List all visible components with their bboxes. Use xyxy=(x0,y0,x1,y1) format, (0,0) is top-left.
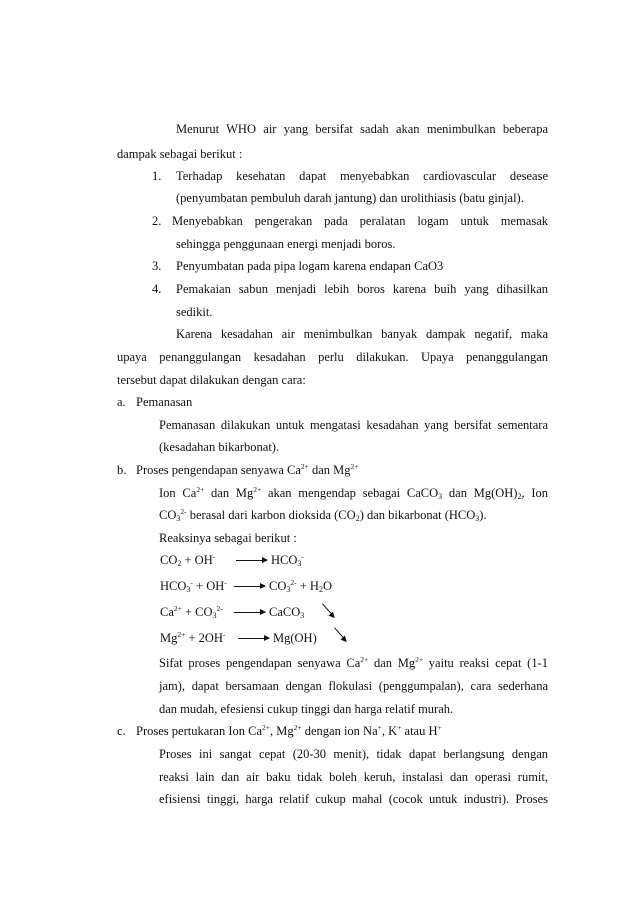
section-line: reaksi lain dan air baku tidak boleh keruh, instalasi dan operasi rumit, xyxy=(159,770,548,784)
paragraph-line: tersebut dapat dilakukan dengan cara: xyxy=(117,373,306,387)
section-line: (kesadahan bikarbonat). xyxy=(159,440,280,454)
section-line: efisiensi tinggi, harga relatif cukup mahal (cocok untuk industri). Proses xyxy=(159,792,548,806)
section-label: a. xyxy=(117,395,126,409)
list-item-line: Penyumbatan pada pipa logam karena endapan CaO3 xyxy=(176,259,444,273)
section-line: Reaksinya sebagai berikut : xyxy=(159,531,297,545)
section-title: Pemanasan xyxy=(136,395,193,409)
paragraph-line: upaya penanggulangan kesadahan perlu dilakukan. Upaya penanggulangan xyxy=(117,350,548,364)
list-item-line: Terhadap kesehatan dapat menyebabkan cardiovascular desease xyxy=(176,169,548,183)
reaction-reactants: $HCO_3^- + OH^-$ xyxy=(160,578,227,594)
reaction-products: $CO_3^{2-} + H_2O$ xyxy=(269,578,332,594)
paragraph-line: Karena kesadahan air menimbulkan banyak dampak negatif, maka xyxy=(176,327,548,341)
reaction-reactants: $Mg^{2+} + 2OH^-$ xyxy=(160,630,226,645)
section-label: b. xyxy=(117,463,127,477)
precipitate-arrow-icon xyxy=(322,603,334,616)
section-line: $CO_3^{2-}$ berasal dari karbon dioksida $(CO_2)$ dan bikarbonat $(HCO_3)$. xyxy=(159,507,487,523)
list-item-line: sehingga penggunaan energi menjadi boros. xyxy=(176,237,396,251)
list-item-line: Pemakaian sabun menjadi lebih boros karena buih yang dihasilkan xyxy=(176,282,548,296)
section-label: c. xyxy=(117,724,126,738)
section-title: Proses pertukaran Ion $Ca^{2+}$, $Mg^{2+}$ dengan ion Na+, K+ atau H+ xyxy=(136,723,442,738)
section-line: jam), dapat bersamaan dengan flokulasi (penggumpalan), cara sederhana xyxy=(159,679,548,693)
list-number: 2. xyxy=(152,214,162,228)
section-line: dan mudah, efesiensi cukup tinggi dan harga relatif murah. xyxy=(159,702,454,716)
list-item-line: (penyumbatan pembuluh darah jantung) dan urolithiasis (batu ginjal). xyxy=(176,191,524,205)
reaction-products: Mg(OH) xyxy=(273,631,317,645)
list-item-line: Menyebabkan pengerakan pada peralatan logam untuk memasak xyxy=(172,214,548,228)
reaction-products: CaCO$_3$ xyxy=(269,605,305,620)
section-line: Sifat proses pengendapan senyawa $Ca^{2+}$ dan $Mg^{2+}$ yaitu reaksi cepat (1-1 xyxy=(159,655,548,670)
section-line: Proses ini sangat cepat (20-30 menit), tidak dapat berlangsung dengan xyxy=(159,747,548,761)
reaction-arrow xyxy=(234,612,265,613)
list-number: 4. xyxy=(152,282,162,296)
section-title: Proses pengendapan senyawa $Ca^{2+}$ dan $Mg^{2+}$ xyxy=(136,462,359,477)
reaction-reactants: $Ca^{2+} + CO_3^{2-}$ xyxy=(160,604,223,620)
list-item-line: sedikit. xyxy=(176,305,213,319)
list-number: 1. xyxy=(152,169,162,183)
paragraph-line: dampak sebagai berikut : xyxy=(117,147,243,161)
section-line: Ion $Ca^{2+}$ dan $Mg^{2+}$ akan mengendap sebagai CaCO$_3$ dan $Mg(OH)_2$, Ion xyxy=(159,485,548,501)
reaction-arrow xyxy=(234,586,265,587)
list-number: 3. xyxy=(152,259,162,273)
reaction-reactants: $CO_2 + OH^-$ xyxy=(160,552,216,568)
reaction-products: $HCO_3^-$ xyxy=(271,552,304,568)
precipitate-arrow-icon xyxy=(334,627,346,640)
reaction-arrow xyxy=(236,560,267,561)
reaction-arrow xyxy=(238,638,269,639)
section-line: Pemanasan dilakukan untuk mengatasi kesadahan yang bersifat sementara xyxy=(159,418,548,432)
paragraph-line: Menurut WHO air yang bersifat sadah akan menimbulkan beberapa xyxy=(176,122,548,136)
